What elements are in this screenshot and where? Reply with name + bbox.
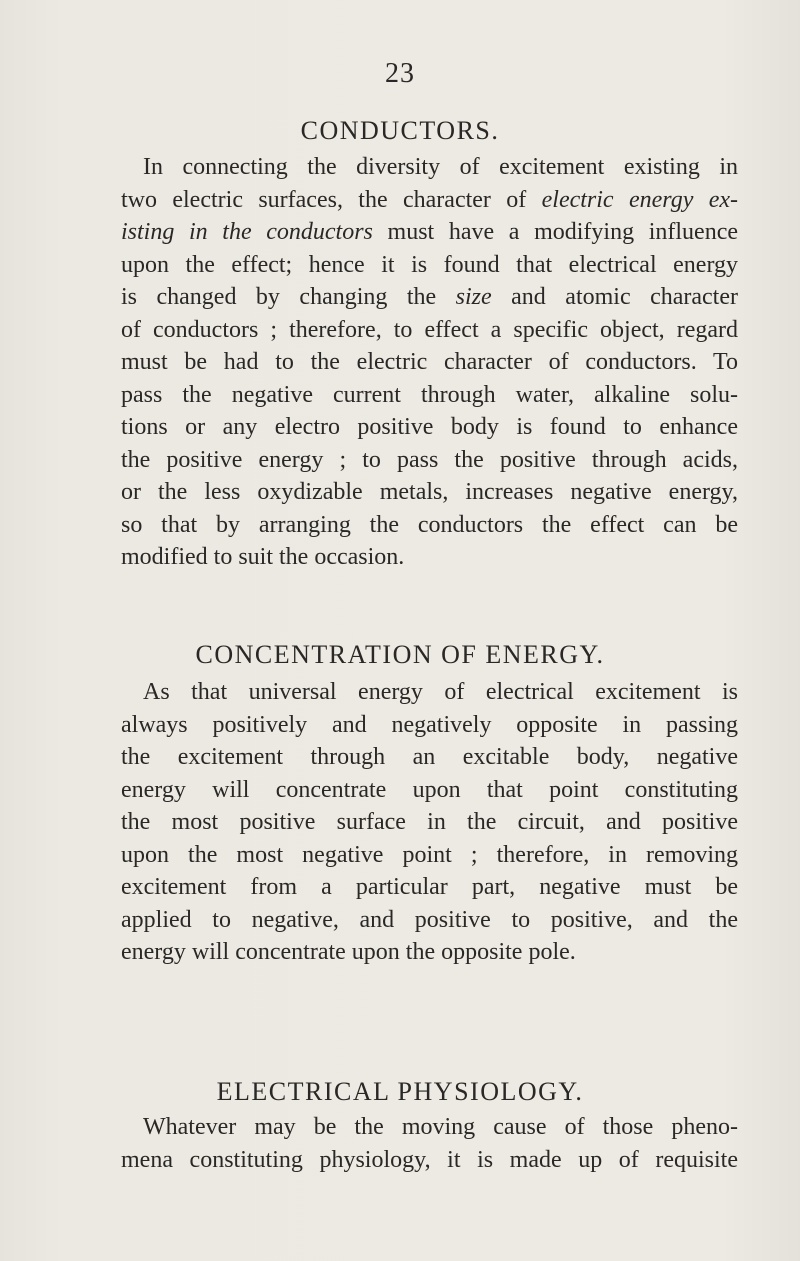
italic-text-run: isting in the conductors — [121, 219, 373, 245]
text-line: mena constituting physiology, it is made up of requisite — [121, 1146, 738, 1173]
page-number: 23 — [385, 58, 415, 89]
text-line — [121, 216, 738, 249]
text-line: In connecting the diversity of excitement existing in — [143, 154, 738, 180]
text-line: the excitement through an excitable body, negative — [121, 744, 738, 770]
text-line: always positively and negatively opposite in passing — [121, 711, 738, 738]
text-line: upon the effect; hence it is found that electrical energy — [121, 251, 738, 278]
text-line: the positive energy ; to pass the positive through acids, — [121, 446, 738, 473]
section-heading-electrical-physiology: ELECTRICAL PHYSIOLOGY. — [216, 1077, 584, 1106]
text-line: upon the most negative point ; therefore, in removing — [121, 841, 738, 868]
paragraph-concentration-of-energy — [121, 676, 738, 969]
text-line: the most positive surface in the circuit, and positive — [121, 809, 738, 835]
text-line — [121, 281, 738, 314]
text-line: applied to negative, and positive to positive, and the — [121, 906, 738, 933]
text-line: modified to suit the occasion. — [121, 544, 405, 570]
text-line: or the less oxydizable metals, increases negative energy, — [121, 479, 738, 505]
text-line: excitement from a particular part, negative must be — [121, 874, 738, 900]
italic-text-run: size — [455, 284, 492, 310]
text-line — [121, 184, 738, 217]
paragraph-electrical-physiology — [121, 1111, 738, 1176]
text-line: tions or any electro positive body is found to enhance — [121, 414, 738, 440]
italic-text-run: electric energy ex- — [541, 186, 739, 213]
text-line: must be had to the electric character of conductors. To — [121, 349, 738, 375]
section-heading-concentration-of-energy: CONCENTRATION OF ENERGY. — [195, 640, 605, 669]
text-line: Whatever may be the moving cause of those pheno- — [143, 1114, 738, 1140]
text-run: is changed by changing the — [121, 284, 456, 310]
text-run: must have a modifying influence — [372, 219, 739, 245]
text-run: two electric surfaces, the character of — [121, 186, 542, 213]
paragraph-conductors — [121, 151, 738, 574]
section-heading-conductors: CONDUCTORS. — [300, 116, 500, 145]
text-line: so that by arranging the conductors the effect can be — [121, 511, 738, 538]
text-line: As that universal energy of electrical excitement is — [143, 679, 738, 705]
text-line: pass the negative current through water, alkaline solu- — [121, 381, 738, 408]
text-line: of conductors ; therefore, to effect a specific object, regard — [121, 316, 738, 343]
text-run: and atomic character — [491, 284, 738, 310]
text-line: energy will concentrate upon that point constituting — [121, 776, 738, 803]
text-line: energy will concentrate upon the opposite pole. — [121, 939, 576, 965]
